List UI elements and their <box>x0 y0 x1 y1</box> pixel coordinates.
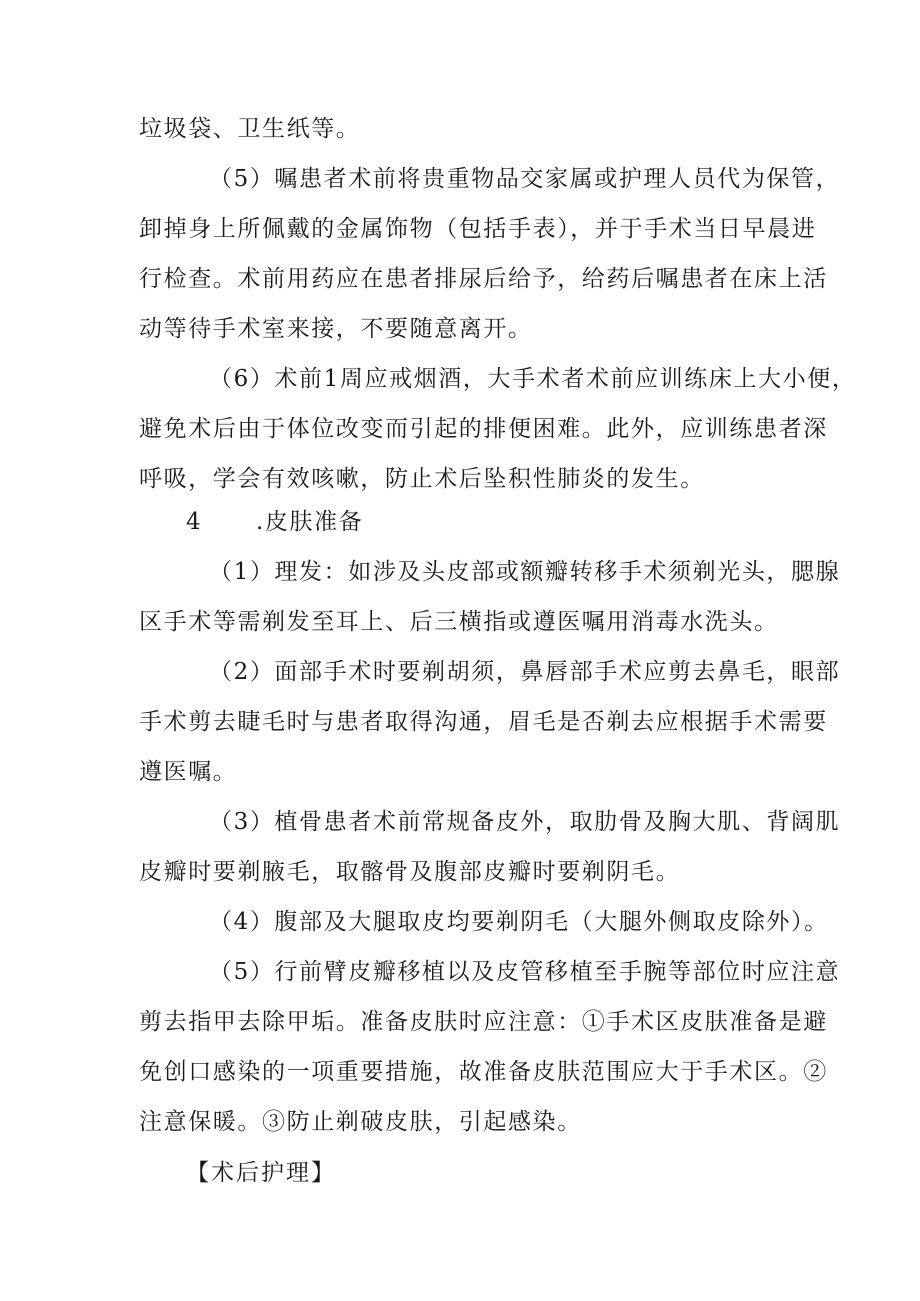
section-4-title: .皮肤准备 <box>256 509 364 535</box>
skin-item-2-line-2: 手术剪去睫毛时与患者取得沟通，眉毛是否剃去应根据手术需要 <box>139 709 828 735</box>
skin-item-1-line-2: 区手术等需剃发至耳上、后三横指或遵医嘱用消毒水洗头。 <box>139 609 779 635</box>
skin-item-3-line-1: （3）植骨患者术前常规备皮外，取肋骨及胸大肌、背阔肌 <box>209 809 841 835</box>
item-6-line-1: （6）术前1周应戒烟酒，大手术者术前应训练床上大小便， <box>209 366 857 392</box>
item-6-line-3: 呼吸，学会有效咳嗽，防止术后坠积性肺炎的发生。 <box>139 466 705 492</box>
skin-item-5-line-2: 剪去指甲去除甲垢。准备皮肤时应注意：①手术区皮肤准备是避 <box>139 1009 828 1035</box>
skin-item-2-line-3: 遵医嘱。 <box>139 759 238 785</box>
skin-item-5-line-4: 注意保暖。③防止剃破皮肤，引起感染。 <box>139 1109 582 1135</box>
item-5-line-3: 行检查。术前用药应在患者排尿后给予，给药后嘱患者在床上活 <box>139 266 828 292</box>
item-5-line-2: 卸掉身上所佩戴的金属饰物（包括手表），并于手术当日早晨进 <box>139 216 817 242</box>
item-6-line-2: 避免术后由于体位改变而引起的排便困难。此外，应训练患者深 <box>139 416 828 442</box>
skin-item-5-line-3: 免创口感染的一项重要措施，故准备皮肤范围应大于手术区。② <box>139 1059 828 1085</box>
skin-item-2-line-1: （2）面部手术时要剃胡须，鼻唇部手术应剪去鼻毛，眼部 <box>209 659 841 685</box>
skin-item-3-line-2: 皮瓣时要剃腋毛，取髂骨及腹部皮瓣时要剃阴毛。 <box>139 859 681 885</box>
section-4-number: 4 <box>186 509 203 535</box>
postop-care-heading: 【术后护理】 <box>186 1160 336 1186</box>
skin-item-1-line-1: （1）理发：如涉及头皮部或额瓣转移手术须剃光头，腮腺 <box>209 559 841 585</box>
skin-item-4-line-1: （4）腹部及大腿取皮均要剃阴毛（大腿外侧取皮除外）。 <box>209 909 829 935</box>
item-5-line-1: （5）嘱患者术前将贵重物品交家属或护理人员代为保管， <box>209 166 841 192</box>
item-5-line-4: 动等待手术室来接，不要随意离开。 <box>139 316 533 342</box>
skin-item-5-line-1: （5）行前臂皮瓣移植以及皮管移植至手腕等部位时应注意 <box>209 959 841 985</box>
paragraph-line: 垃圾袋、卫生纸等。 <box>139 116 361 142</box>
